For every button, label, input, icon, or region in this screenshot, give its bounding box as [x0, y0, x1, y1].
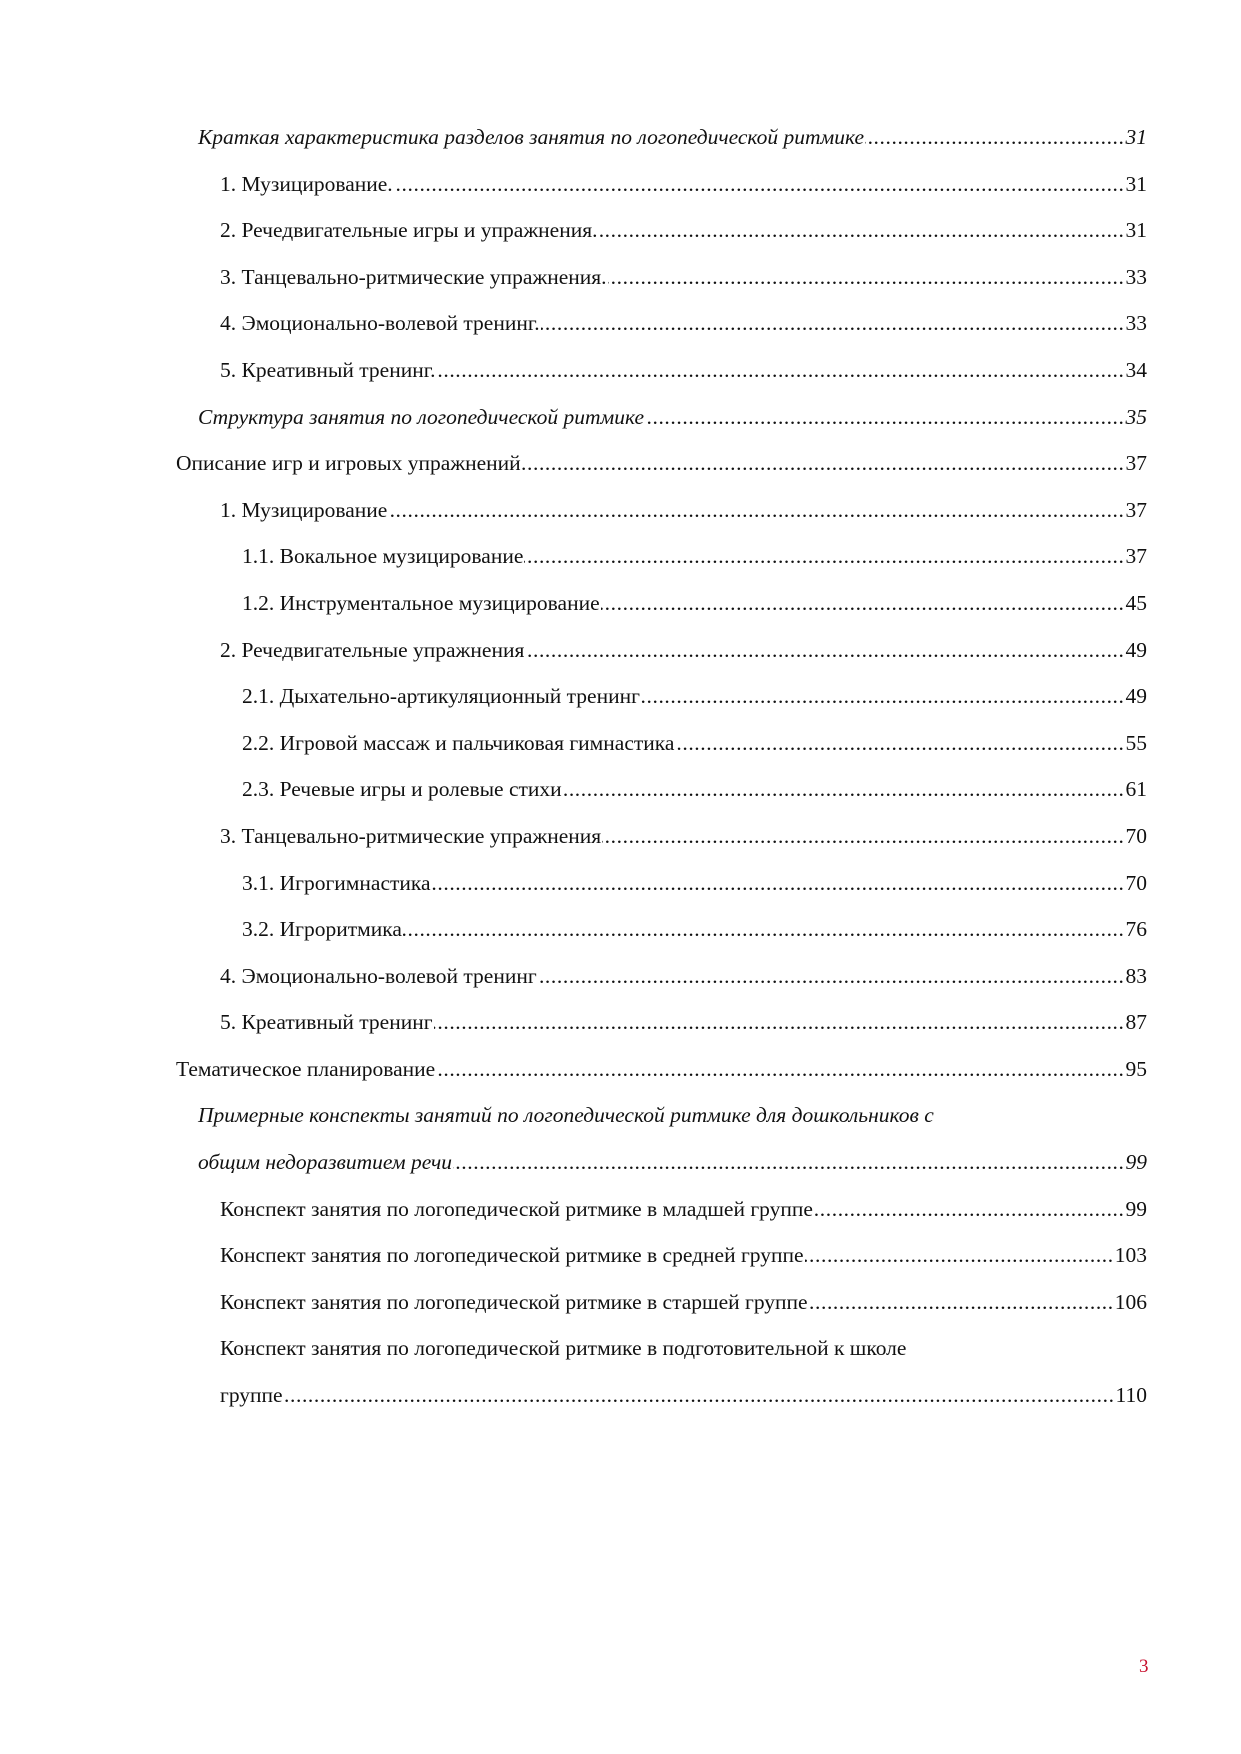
dot-leader — [388, 487, 1124, 534]
dot-leader — [563, 766, 1125, 813]
dot-leader — [805, 1232, 1114, 1279]
toc-entry-page: 31 — [1125, 125, 1147, 149]
toc-entry-title: 1. Музицирование. — [220, 171, 393, 196]
toc-entry[interactable] — [176, 906, 1147, 953]
toc-entry[interactable] — [176, 720, 1147, 767]
dot-leader — [434, 999, 1125, 1046]
toc-entry-title: Конспект занятия по логопедической ритмике в средней группе — [220, 1243, 804, 1268]
dot-leader — [432, 860, 1125, 907]
toc-entry-page: 33 — [1125, 264, 1147, 289]
toc-entry[interactable] — [176, 207, 1147, 254]
toc-entry-title: 3. Танцевально-ритмические упражнения — [220, 823, 602, 848]
toc-entry[interactable] — [176, 673, 1147, 720]
dot-leader — [453, 1139, 1124, 1186]
toc-entry-title: 2. Речедвигательные упражнения — [220, 637, 525, 662]
dot-leader — [436, 1046, 1124, 1093]
toc-entry-page: 70 — [1125, 823, 1147, 848]
toc-entry-page: 87 — [1125, 1010, 1147, 1035]
toc-entry-page: 35 — [1125, 404, 1147, 429]
toc-entry-page: 103 — [1114, 1243, 1147, 1268]
toc-entry-page: 37 — [1125, 544, 1147, 569]
dot-leader — [814, 1186, 1125, 1233]
toc-entry-title: 1.1. Вокальное музицирование — [242, 544, 524, 569]
toc-entry-page: 31 — [1125, 171, 1147, 196]
toc-entry-title: Структура занятия по логопедической ритмике — [198, 404, 645, 429]
toc-entry-title: 2.2. Игровой массаж и пальчиковая гимнастика — [242, 730, 675, 755]
toc-entry-title: 1. Музицирование — [220, 497, 388, 522]
toc-entry-title: 2. Речедвигательные игры и упражнения. — [220, 218, 598, 243]
toc-entry[interactable] — [176, 953, 1147, 1000]
toc-entry-page: 106 — [1114, 1289, 1147, 1314]
toc-entry[interactable] — [176, 1092, 1147, 1185]
dot-leader — [541, 300, 1125, 347]
toc-entry-title: Конспект занятия по логопедической ритмике в старшей группе — [220, 1289, 808, 1314]
dot-leader — [645, 394, 1124, 441]
toc-entry-page: 95 — [1125, 1056, 1147, 1081]
toc-entry-page: 61 — [1125, 777, 1147, 802]
toc-entry-title: 2.1. Дыхательно-артикуляционный тренинг — [242, 684, 640, 709]
toc-entry-page: 55 — [1125, 730, 1147, 755]
dot-leader — [538, 953, 1125, 1000]
toc-entry-title: 2.3. Речевые игры и ролевые стихи — [242, 777, 562, 802]
toc-entry-page: 110 — [1115, 1383, 1147, 1408]
toc-entry-page: 34 — [1125, 357, 1147, 382]
toc-entry-page: 76 — [1125, 917, 1147, 942]
toc-entry[interactable] — [176, 580, 1147, 627]
dot-leader — [394, 161, 1125, 208]
page-number: 3 — [1139, 1656, 1149, 1677]
toc-entry-title-line1: Примерные конспекты занятий по логопедической ритмике для дошкольников с — [198, 1103, 934, 1128]
toc-entry-page: 83 — [1125, 963, 1147, 988]
dot-leader — [403, 906, 1125, 953]
toc-entry-title: 4. Эмоционально-волевой тренинг — [220, 963, 537, 988]
toc-entry-title: 5. Креативный тренинг — [220, 1010, 433, 1035]
dot-leader — [809, 1279, 1114, 1326]
toc-entry[interactable] — [176, 627, 1147, 674]
toc-entry[interactable] — [176, 254, 1147, 301]
dot-leader — [284, 1372, 1115, 1419]
toc-entry[interactable] — [176, 533, 1147, 580]
toc-entry[interactable] — [176, 487, 1147, 534]
toc-entry-title: Конспект занятия по логопедической ритмике в младшей группе — [220, 1196, 813, 1221]
toc-entry-page: 33 — [1125, 311, 1147, 336]
toc-entry-page: 99 — [1125, 1196, 1147, 1221]
toc-entry-title: 4. Эмоционально-волевой тренинг. — [220, 311, 540, 336]
toc-entry-page: 49 — [1125, 637, 1147, 662]
toc-entry[interactable] — [176, 1279, 1147, 1326]
toc-entry-page: 99 — [1125, 1150, 1147, 1175]
dot-leader — [675, 720, 1124, 767]
dot-leader — [641, 673, 1125, 720]
dot-leader — [525, 627, 1124, 674]
dot-leader — [522, 440, 1125, 487]
toc-entry-title: группе — [220, 1383, 283, 1408]
toc-entry-page: 49 — [1125, 684, 1147, 709]
toc-entry-title-line1: Конспект занятия по логопедической ритмике в подготовительной к школе — [220, 1336, 907, 1361]
toc-entry[interactable] — [176, 440, 1147, 487]
toc-entry-page: 70 — [1125, 870, 1147, 895]
dot-leader — [865, 114, 1124, 161]
toc-entry[interactable] — [176, 999, 1147, 1046]
toc-entry[interactable] — [176, 300, 1147, 347]
dot-leader — [599, 207, 1125, 254]
dot-leader — [602, 813, 1124, 860]
toc-entry-title: общим недоразвитием речи — [198, 1150, 453, 1175]
toc-entry-title: 3.2. Игроритмика — [242, 917, 402, 942]
table-of-contents — [176, 114, 1147, 1419]
dot-leader — [601, 580, 1125, 627]
toc-entry-title: 5. Креативный тренинг. — [220, 357, 436, 382]
toc-entry[interactable] — [176, 161, 1147, 208]
toc-entry[interactable] — [176, 766, 1147, 813]
toc-entry[interactable] — [176, 860, 1147, 907]
toc-entry-page: 45 — [1125, 590, 1147, 615]
toc-entry-title: 3. Танцевально-ритмические упражнения. — [220, 264, 607, 289]
toc-entry[interactable] — [176, 1232, 1147, 1279]
toc-entry-title: Тематическое планирование — [176, 1056, 436, 1081]
toc-entry[interactable] — [176, 1046, 1147, 1093]
toc-entry[interactable] — [176, 114, 1147, 161]
toc-entry[interactable] — [176, 394, 1147, 441]
dot-leader — [608, 254, 1125, 301]
toc-entry-title: Описание игр и игровых упражнений — [176, 451, 521, 476]
toc-entry-title: 1.2. Инструментальное музицирование — [242, 590, 600, 615]
toc-entry-page: 37 — [1125, 497, 1147, 522]
toc-entry[interactable] — [176, 813, 1147, 860]
toc-entry-title: 3.1. Игрогимнастика — [242, 870, 431, 895]
toc-entry-title: Краткая характеристика разделов занятия по логопедической ритмике — [198, 125, 865, 149]
toc-entry-page: 31 — [1125, 218, 1147, 243]
toc-entry[interactable] — [176, 1186, 1147, 1233]
toc-entry-page: 37 — [1125, 451, 1147, 476]
toc-entry[interactable] — [176, 347, 1147, 394]
dot-leader — [437, 347, 1125, 394]
dot-leader — [524, 533, 1124, 580]
toc-entry[interactable] — [176, 1325, 1147, 1418]
